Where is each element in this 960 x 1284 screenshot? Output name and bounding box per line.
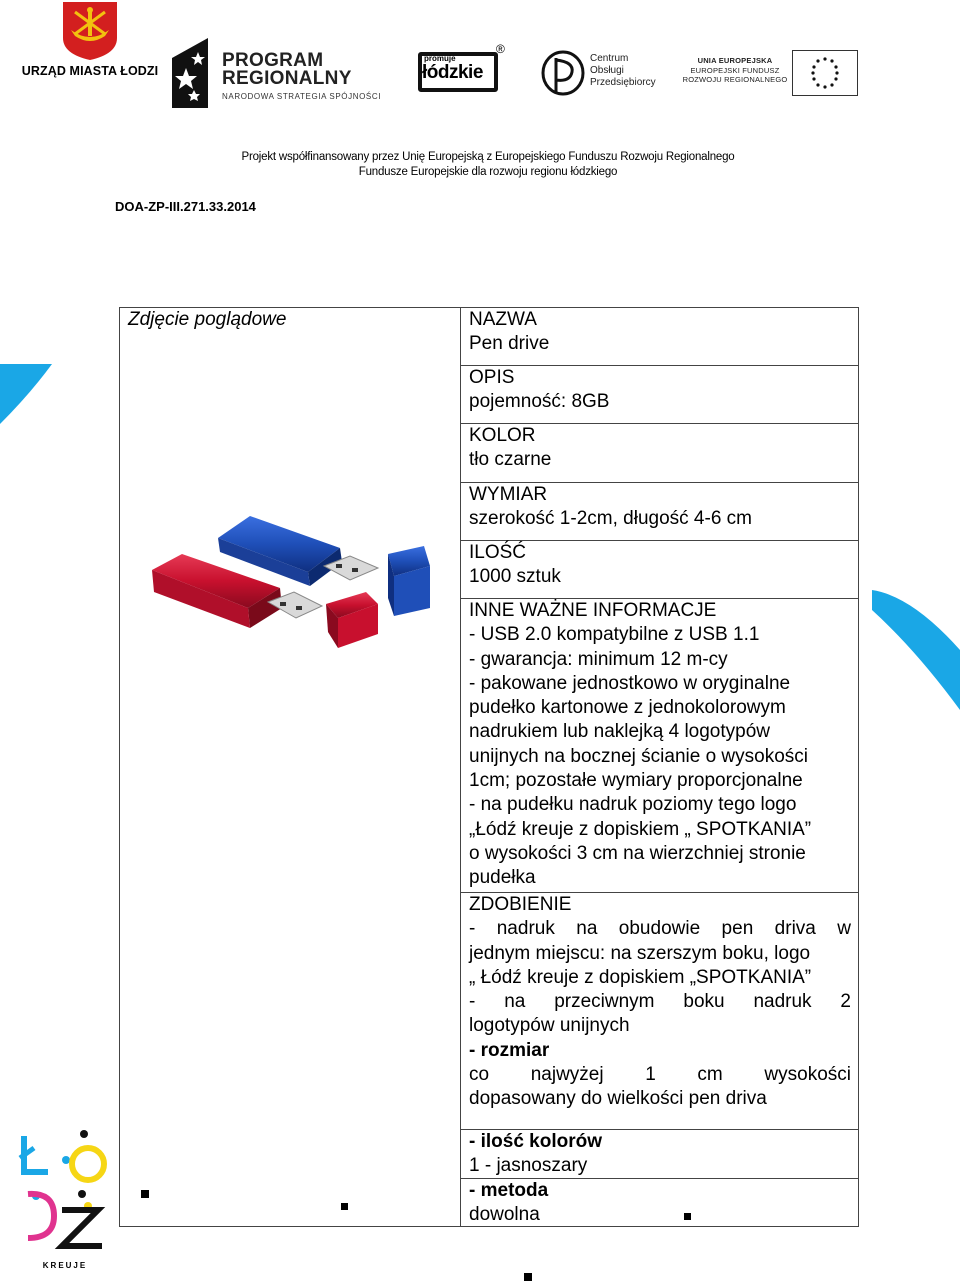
row-dimensions: WYMIAR szerokość 1-2cm, długość 4-6 cm bbox=[461, 483, 859, 541]
row-name: NAZWA Pen drive bbox=[461, 308, 859, 366]
centrum-text: Centrum Obsługi Przedsiębiorcy bbox=[590, 53, 656, 88]
program-title: PROGRAM REGIONALNY bbox=[222, 50, 352, 89]
decorative-cyan-shape-right bbox=[872, 590, 960, 710]
row-description: OPIS pojemność: 8GB bbox=[461, 366, 859, 424]
eu-flag-icon bbox=[792, 50, 858, 96]
row-method: - metoda dowolna bbox=[469, 1180, 549, 1226]
cofinancing-note: Projekt współfinansowany przez Unię Europejską z Europejskiego Funduszu Rozwoju Regionalnego Fundusze Europejskie dla rozwoju regionu łódzkiego bbox=[241, 151, 735, 178]
row-other-info: INNE WAŻNE INFORMACJE - USB 2.0 kompatybilne z USB 1.1 - gwarancja: minimum 12 m-cy - pakowane jednostkowo w oryginalne pudełko kartonowe z jednokolorowym nadrukiem lub naklejką 4 logotypów unijnych na bocznej ścianie o wysokości 1cm; pozostałe wymiary proporcjonalne - na pudełku nadruk poziomy tego logo „Łódź kreuje z dopiskiem „ SPOTKANIA” o wysokości 3 cm na wierzchniej stronie pudełka bbox=[461, 599, 859, 893]
bullet-square bbox=[141, 1190, 149, 1198]
spec-table bbox=[119, 307, 859, 1227]
decorative-cyan-shape-left bbox=[0, 364, 52, 424]
program-subtitle: NARODOWA STRATEGIA SPÓJNOŚCI bbox=[222, 92, 382, 101]
bullet-square bbox=[684, 1213, 691, 1220]
centrum-emblem-icon bbox=[540, 50, 586, 96]
row-quantity: ILOŚĆ 1000 sztuk bbox=[461, 541, 859, 599]
program-regionalny-logo bbox=[164, 38, 388, 110]
row-color-count: - ilość kolorów 1 - jasnoszary bbox=[461, 1130, 859, 1179]
program-star-icon bbox=[164, 38, 220, 108]
row-color: KOLOR tło czarne bbox=[461, 424, 859, 483]
pen-drive-image bbox=[130, 508, 450, 668]
bullet-square bbox=[341, 1203, 348, 1210]
promuje-lodzkie-logo: promuje łódzkie ® bbox=[416, 42, 510, 98]
photo-label: Zdjęcie poglądowe bbox=[128, 309, 287, 330]
city-coat-of-arms-icon bbox=[61, 0, 119, 60]
centrum-obslugi-logo bbox=[540, 50, 656, 98]
document-reference: DOA-ZP-III.271.33.2014 bbox=[115, 199, 256, 214]
lodz-kreuje-logo bbox=[18, 1128, 112, 1270]
lodz-kreuje-emblem-icon bbox=[18, 1128, 112, 1254]
city-hall-logo bbox=[20, 0, 160, 84]
row-decoration: ZDOBIENIE - nadruk na obudowie pen driva w jednym miejscu: na szerszym boku, logo „ Łódź kreuje z dopiskiem „SPOTKANIA” - na przeciwnym boku nadruk 2 logotypów unijnych - rozmiar co najwyżej 1 cm wysokości dopasowany do wielkości pen driva bbox=[461, 893, 859, 1130]
kreuje-label: KREUJE bbox=[42, 1261, 88, 1270]
city-name: URZĄD MIASTA ŁODZI bbox=[21, 64, 159, 78]
eu-logo bbox=[680, 48, 860, 98]
bullet-square bbox=[524, 1273, 532, 1281]
eu-text: UNIA EUROPEJSKA EUROPEJSKI FUNDUSZ ROZWOJU REGIONALNEGO bbox=[682, 56, 788, 84]
